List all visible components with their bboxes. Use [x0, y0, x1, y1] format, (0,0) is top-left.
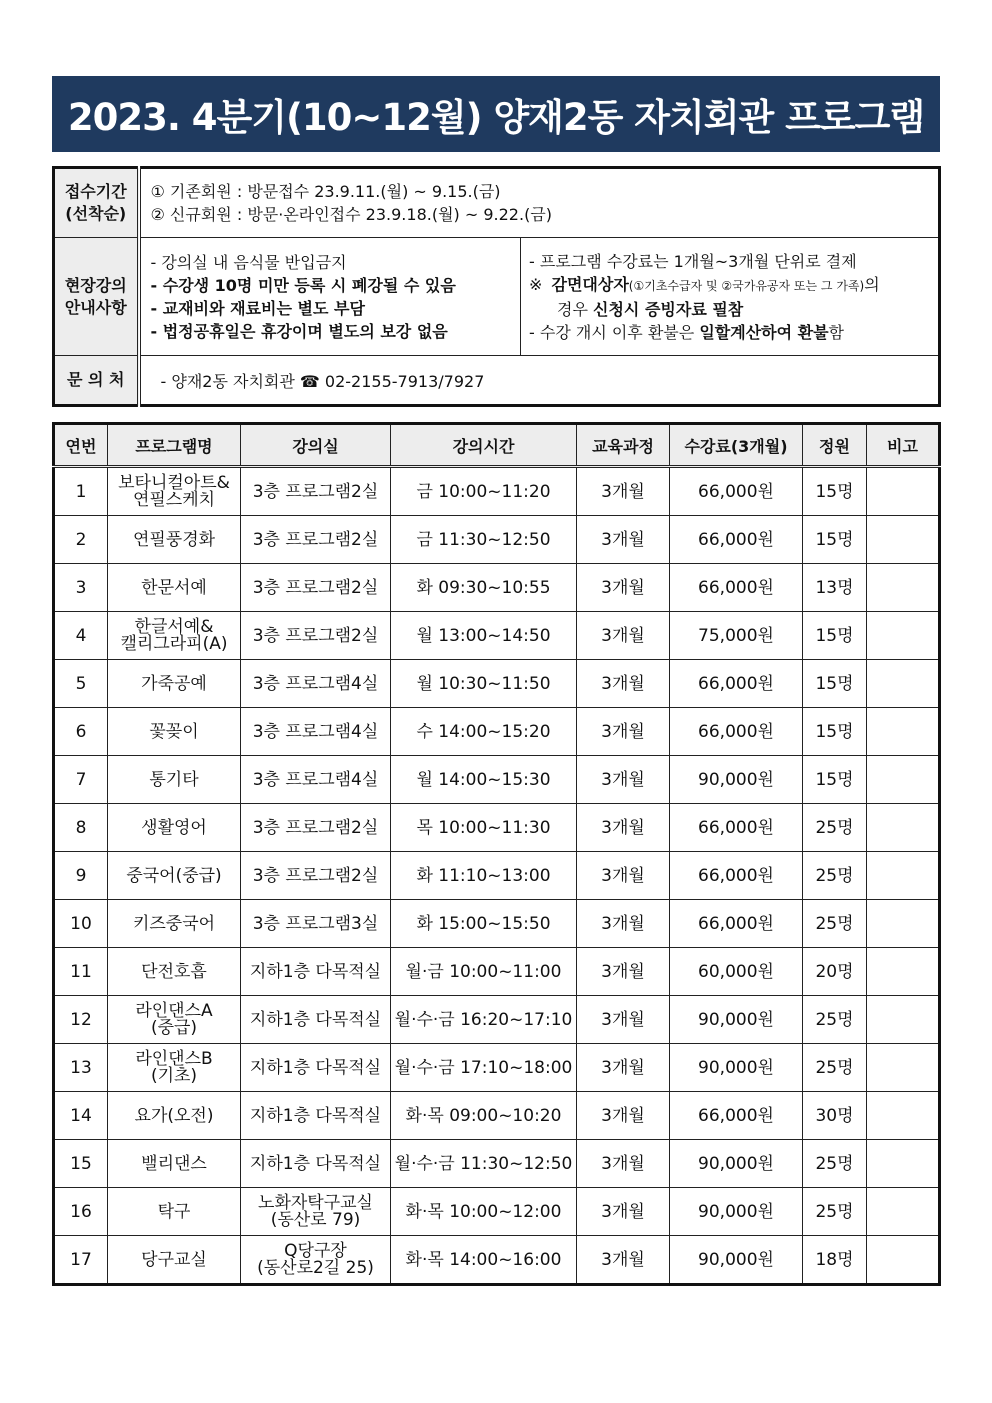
- notice-row: [54, 238, 940, 356]
- cell-room-line: 3층 프로그램4실: [252, 673, 379, 694]
- cell-room: [241, 1140, 391, 1188]
- cell-course: 3개월: [577, 852, 670, 900]
- reception-label: [54, 168, 139, 238]
- cell-course: 3개월: [577, 756, 670, 804]
- header-room: 강의실: [241, 424, 391, 467]
- cell-program-name-line: 탁구: [157, 1201, 191, 1222]
- cell-program-name-line: 연필스케치: [132, 489, 216, 510]
- notice-label: [54, 238, 139, 356]
- cell-note: [867, 1044, 940, 1092]
- table-row: [54, 1236, 940, 1285]
- cell-room-line: 지하1층 다목적실: [249, 1153, 382, 1174]
- proof-required: 신청시 증빙자료 필참: [593, 299, 744, 319]
- cell-fee: 75,000원: [670, 612, 803, 660]
- cell-course: 3개월: [577, 900, 670, 948]
- cell-program-name-line: 단전호흡: [141, 961, 207, 982]
- cell-time: 화·목 14:00~16:00: [391, 1236, 577, 1285]
- cell-course: 3개월: [577, 948, 670, 996]
- cell-no: 17: [54, 1236, 108, 1285]
- cell-room-line: 3층 프로그램4실: [252, 769, 379, 790]
- cell-note: [867, 1236, 940, 1285]
- cell-time: 목 10:00~11:30: [391, 804, 577, 852]
- cell-no: 5: [54, 660, 108, 708]
- header-course: 교육과정: [577, 424, 670, 467]
- cell-no: 16: [54, 1188, 108, 1236]
- cell-capacity: 15명: [803, 467, 867, 516]
- cell-program-name: [108, 948, 241, 996]
- cell-program-name: [108, 467, 241, 516]
- cell-program-name: [108, 612, 241, 660]
- cell-no: 7: [54, 756, 108, 804]
- cell-fee: 90,000원: [670, 1140, 803, 1188]
- cell-no: 3: [54, 564, 108, 612]
- cell-note: [867, 612, 940, 660]
- cell-time: 월 13:00~14:50: [391, 612, 577, 660]
- cell-capacity: 20명: [803, 948, 867, 996]
- cell-note: [867, 564, 940, 612]
- cell-course: 3개월: [577, 660, 670, 708]
- contact-row: [54, 356, 940, 406]
- cell-fee: 66,000원: [670, 564, 803, 612]
- cell-room: [241, 612, 391, 660]
- cell-capacity: 30명: [803, 1092, 867, 1140]
- text-fragment: - 수강 개시 이후 환불은: [529, 322, 695, 342]
- program-table-body: [54, 467, 940, 1285]
- cell-time: 월·수·금 17:10~18:00: [391, 1044, 577, 1092]
- cell-note: [867, 804, 940, 852]
- cell-room: [241, 516, 391, 564]
- cell-room: [241, 467, 391, 516]
- cell-room-line: 3층 프로그램2실: [252, 577, 379, 598]
- cell-room: [241, 948, 391, 996]
- notice-label-1: 현장강의: [64, 275, 127, 295]
- table-row: [54, 804, 940, 852]
- cell-no: 15: [54, 1140, 108, 1188]
- table-row: [54, 612, 940, 660]
- cell-room-line: 3층 프로그램4실: [252, 721, 379, 742]
- cell-room: [241, 1188, 391, 1236]
- cell-capacity: 25명: [803, 900, 867, 948]
- notice-line: [529, 273, 930, 298]
- cell-program-name-line: 키즈중국어: [132, 913, 216, 934]
- cell-course: 3개월: [577, 1092, 670, 1140]
- notice-line: - 프로그램 수강료는 1개월~3개월 단위로 결제: [529, 251, 857, 271]
- header-time: 강의시간: [391, 424, 577, 467]
- cell-no: 8: [54, 804, 108, 852]
- cell-room: [241, 756, 391, 804]
- text-fragment: 함: [828, 322, 845, 342]
- cell-program-name: [108, 1236, 241, 1285]
- cell-program-name: [108, 660, 241, 708]
- reception-line: ② 신규회원 : 방문·온라인접수 23.9.18.(월) ~ 9.22.(금): [150, 205, 553, 224]
- cell-program-name-line: (중급): [150, 1017, 198, 1038]
- cell-time: 월·수·금 16:20~17:10: [391, 996, 577, 1044]
- cell-room: [241, 1044, 391, 1092]
- cell-fee: 90,000원: [670, 756, 803, 804]
- cell-program-name-line: 라인댄스A: [135, 1000, 213, 1021]
- cell-no: 12: [54, 996, 108, 1044]
- cell-fee: 90,000원: [670, 996, 803, 1044]
- cell-course: 3개월: [577, 804, 670, 852]
- cell-fee: 90,000원: [670, 1236, 803, 1285]
- exemption-detail: (①기초수급자 및 ②국가유공자 또는 그 가족): [628, 278, 865, 293]
- cell-time: 월 10:30~11:50: [391, 660, 577, 708]
- cell-fee: 66,000원: [670, 708, 803, 756]
- cell-program-name: [108, 852, 241, 900]
- table-row: [54, 996, 940, 1044]
- cell-note: [867, 996, 940, 1044]
- cell-note: [867, 1188, 940, 1236]
- cell-no: 2: [54, 516, 108, 564]
- cell-program-name-line: 한문서예: [141, 577, 207, 598]
- cell-room-line: 3층 프로그램2실: [252, 865, 379, 886]
- cell-no: 4: [54, 612, 108, 660]
- cell-program-name: [108, 1044, 241, 1092]
- notice-line: [529, 321, 930, 344]
- cell-program-name: [108, 516, 241, 564]
- cell-course: 3개월: [577, 1044, 670, 1092]
- cell-time: 월·수·금 11:30~12:50: [391, 1140, 577, 1188]
- cell-capacity: 15명: [803, 612, 867, 660]
- text-fragment: 경우: [557, 299, 588, 319]
- cell-time: 화 11:10~13:00: [391, 852, 577, 900]
- cell-fee: 90,000원: [670, 1044, 803, 1092]
- header-capacity: 정원: [803, 424, 867, 467]
- notice-line: - 법정공휴일은 휴강이며 별도의 보강 없음: [150, 321, 448, 341]
- table-row: [54, 1044, 940, 1092]
- cell-no: 1: [54, 467, 108, 516]
- cell-course: 3개월: [577, 1188, 670, 1236]
- cell-note: [867, 756, 940, 804]
- cell-program-name-line: 통기타: [149, 769, 199, 790]
- cell-capacity: 25명: [803, 1140, 867, 1188]
- cell-room: [241, 660, 391, 708]
- text-fragment: 의: [864, 274, 880, 294]
- cell-note: [867, 852, 940, 900]
- cell-note: [867, 708, 940, 756]
- cell-room-line: 지하1층 다목적실: [249, 1057, 382, 1078]
- cell-time: 화·목 09:00~10:20: [391, 1092, 577, 1140]
- table-row: [54, 900, 940, 948]
- reception-label-1: 접수기간: [64, 182, 127, 201]
- table-row: [54, 516, 940, 564]
- cell-room-line: (동산로2길 25): [257, 1257, 374, 1278]
- cell-fee: 66,000원: [670, 516, 803, 564]
- cell-room-line: 3층 프로그램3실: [252, 913, 379, 934]
- cell-program-name: [108, 996, 241, 1044]
- cell-room-line: 지하1층 다목적실: [249, 961, 382, 982]
- cell-room: [241, 1092, 391, 1140]
- cell-no: 9: [54, 852, 108, 900]
- cell-program-name: [108, 756, 241, 804]
- cell-time: 화·목 10:00~12:00: [391, 1188, 577, 1236]
- table-row: [54, 756, 940, 804]
- table-row: [54, 948, 940, 996]
- cell-program-name-line: 밸리댄스: [141, 1153, 207, 1174]
- notice-right: [521, 238, 940, 356]
- header-fee: 수강료(3개월): [670, 424, 803, 467]
- cell-room: [241, 708, 391, 756]
- cell-program-name-line: 캘리그라피(A): [120, 633, 228, 654]
- cell-capacity: 25명: [803, 996, 867, 1044]
- cell-course: 3개월: [577, 612, 670, 660]
- cell-no: 6: [54, 708, 108, 756]
- cell-program-name-line: 요가(오전): [134, 1105, 214, 1126]
- cell-room-line: 3층 프로그램2실: [252, 529, 379, 550]
- cell-time: 금 11:30~12:50: [391, 516, 577, 564]
- cell-room-line: 3층 프로그램2실: [252, 817, 379, 838]
- cell-program-name: [108, 1188, 241, 1236]
- cell-program-name: [108, 708, 241, 756]
- cell-capacity: 18명: [803, 1236, 867, 1285]
- cell-note: [867, 900, 940, 948]
- cell-course: 3개월: [577, 516, 670, 564]
- reception-label-2: (선착순): [65, 204, 127, 223]
- header-no: 연번: [54, 424, 108, 467]
- cell-capacity: 25명: [803, 804, 867, 852]
- cell-program-name-line: 연필풍경화: [132, 529, 216, 550]
- reception-line: ① 기존회원 : 방문접수 23.9.11.(월) ~ 9.15.(금): [150, 182, 501, 201]
- cell-room: [241, 996, 391, 1044]
- cell-time: 금 10:00~11:20: [391, 467, 577, 516]
- cell-program-name: [108, 1140, 241, 1188]
- cell-program-name: [108, 900, 241, 948]
- cell-program-name-line: 한글서예&: [134, 616, 214, 637]
- cell-program-name-line: 가죽공예: [141, 673, 207, 694]
- table-row: [54, 708, 940, 756]
- cell-room: [241, 804, 391, 852]
- cell-program-name-line: 보타니컬아트&: [118, 472, 230, 493]
- title-banner: [52, 76, 940, 152]
- table-row: [54, 467, 940, 516]
- cell-time: 화 09:30~10:55: [391, 564, 577, 612]
- cell-fee: 66,000원: [670, 660, 803, 708]
- cell-program-name-line: 꽃꽂이: [149, 721, 199, 742]
- cell-no: 11: [54, 948, 108, 996]
- cell-program-name-line: 라인댄스B: [135, 1048, 213, 1069]
- cell-program-name: [108, 804, 241, 852]
- table-row: [54, 564, 940, 612]
- table-row: [54, 1188, 940, 1236]
- cell-room-line: Q당구장: [284, 1240, 347, 1261]
- cell-fee: 66,000원: [670, 900, 803, 948]
- contact-label: 문 의 처: [54, 356, 139, 406]
- cell-capacity: 25명: [803, 1044, 867, 1092]
- cell-fee: 66,000원: [670, 467, 803, 516]
- reception-content: [139, 168, 940, 238]
- page-title: 2023. 4분기(10~12월) 양재2동 자치회관 프로그램: [67, 96, 925, 139]
- cell-fee: 60,000원: [670, 948, 803, 996]
- cell-room: [241, 1236, 391, 1285]
- cell-capacity: 15명: [803, 516, 867, 564]
- header-note: 비고: [867, 424, 940, 467]
- cell-room-line: (동산로 79): [270, 1209, 361, 1230]
- cell-course: 3개월: [577, 708, 670, 756]
- notice-left: [139, 238, 521, 356]
- header-program-name: 프로그램명: [108, 424, 241, 467]
- table-row: [54, 660, 940, 708]
- cell-note: [867, 660, 940, 708]
- cell-capacity: 15명: [803, 708, 867, 756]
- exemption-label: 감면대상자: [551, 274, 629, 294]
- cell-room-line: 3층 프로그램2실: [252, 481, 379, 502]
- cell-course: 3개월: [577, 1140, 670, 1188]
- contact-text: - 양재2동 자치회관 ☎ 02-2155-7913/7927: [160, 371, 485, 391]
- notice-label-2: 안내사항: [64, 297, 127, 317]
- cell-course: 3개월: [577, 467, 670, 516]
- table-row: [54, 1092, 940, 1140]
- cell-fee: 66,000원: [670, 1092, 803, 1140]
- cell-fee: 66,000원: [670, 804, 803, 852]
- cell-program-name: [108, 564, 241, 612]
- table-row: [54, 1140, 940, 1188]
- refund-policy: 일할계산하여 환불: [699, 322, 829, 342]
- info-table: [52, 166, 941, 407]
- cell-room: [241, 564, 391, 612]
- cell-note: [867, 467, 940, 516]
- cell-time: 월·금 10:00~11:00: [391, 948, 577, 996]
- notice-line: - 수강생 10명 미만 등록 시 폐강될 수 있음: [150, 275, 456, 295]
- cell-room: [241, 900, 391, 948]
- cell-note: [867, 516, 940, 564]
- cell-course: 3개월: [577, 564, 670, 612]
- cell-program-name: [108, 1092, 241, 1140]
- cell-capacity: 25명: [803, 852, 867, 900]
- cell-fee: 90,000원: [670, 1188, 803, 1236]
- program-table: [52, 422, 941, 1286]
- cell-note: [867, 948, 940, 996]
- cell-no: 14: [54, 1092, 108, 1140]
- cell-room-line: 지하1층 다목적실: [249, 1009, 382, 1030]
- cell-capacity: 25명: [803, 1188, 867, 1236]
- contact-content: [139, 356, 940, 406]
- cell-note: [867, 1092, 940, 1140]
- cell-course: 3개월: [577, 996, 670, 1044]
- cell-room: [241, 852, 391, 900]
- cell-capacity: 15명: [803, 756, 867, 804]
- notice-line: - 교재비와 재료비는 별도 부담: [150, 298, 365, 318]
- cell-room-line: 지하1층 다목적실: [249, 1105, 382, 1126]
- table-header-row: [54, 424, 940, 467]
- cell-room-line: 3층 프로그램2실: [252, 625, 379, 646]
- reference-mark: ※: [529, 274, 543, 294]
- cell-time: 월 14:00~15:30: [391, 756, 577, 804]
- cell-program-name-line: 당구교실: [141, 1249, 207, 1270]
- cell-time: 화 15:00~15:50: [391, 900, 577, 948]
- cell-time: 수 14:00~15:20: [391, 708, 577, 756]
- cell-room-line: 노화자탁구교실: [258, 1192, 373, 1213]
- cell-program-name-line: (기초): [150, 1065, 198, 1086]
- cell-capacity: 13명: [803, 564, 867, 612]
- cell-program-name-line: 생활영어: [141, 817, 207, 838]
- table-row: [54, 852, 940, 900]
- cell-no: 13: [54, 1044, 108, 1092]
- cell-no: 10: [54, 900, 108, 948]
- notice-line: [529, 298, 930, 321]
- cell-program-name-line: 중국어(중급): [126, 865, 222, 886]
- reception-row: [54, 168, 940, 238]
- notice-line: - 강의실 내 음식물 반입금지: [150, 252, 347, 272]
- cell-note: [867, 1140, 940, 1188]
- cell-fee: 66,000원: [670, 852, 803, 900]
- cell-capacity: 15명: [803, 660, 867, 708]
- cell-course: 3개월: [577, 1236, 670, 1285]
